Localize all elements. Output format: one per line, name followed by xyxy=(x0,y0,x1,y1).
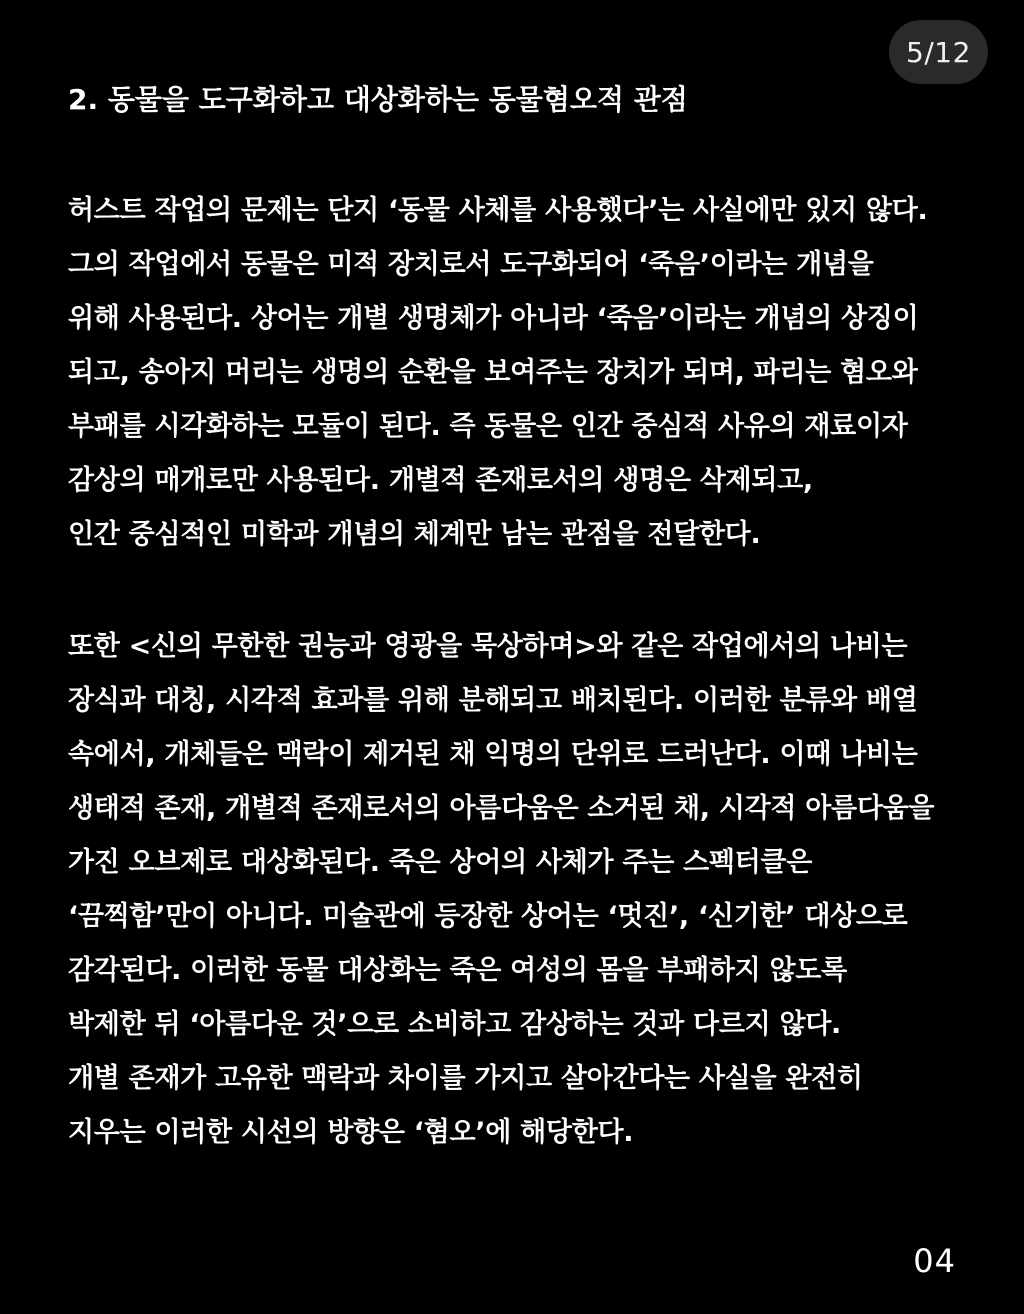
paragraph-line: 또한 <신의 무한한 권능과 영광을 묵상하며>와 같은 작업에서의 나비는 xyxy=(68,631,908,662)
paragraph-line: 가진 오브제로 대상화된다. 죽은 상어의 사체가 주는 스펙터클은 xyxy=(68,847,812,878)
paragraph-line: 위해 사용된다. 상어는 개별 생명체가 아니라 ‘죽음’이라는 개념의 상징이 xyxy=(68,303,919,334)
paragraph-1 xyxy=(68,184,927,562)
slide-counter-badge: 5/12 xyxy=(889,20,988,84)
section-heading: 2. 동물을 도구화하고 대상화하는 동물혐오적 관점 xyxy=(68,83,688,116)
paragraph-line: 감각된다. 이러한 동물 대상화는 죽은 여성의 몸을 부패하지 않도록 xyxy=(68,955,847,986)
paragraph-line: 허스트 작업의 문제는 단지 ‘동물 사체를 사용했다’는 사실에만 있지 않다. xyxy=(68,195,928,226)
page-number: 04 xyxy=(913,1242,956,1280)
paragraph-line: 개별 존재가 고유한 맥락과 차이를 가지고 살아간다는 사실을 완전히 xyxy=(68,1063,863,1094)
paragraph-line: 감상의 매개로만 사용된다. 개별적 존재로서의 생명은 삭제되고, xyxy=(68,465,813,496)
paragraph-line: 생태적 존재, 개별적 존재로서의 아름다움은 소거된 채, 시각적 아름다움을 xyxy=(68,793,935,824)
paragraph-line: 부패를 시각화하는 모듈이 된다. 즉 동물은 인간 중심적 사유의 재료이자 xyxy=(68,411,908,442)
paragraph-line: 인간 중심적인 미학과 개념의 체계만 남는 관점을 전달한다. xyxy=(68,519,761,550)
paragraph-line: 장식과 대칭, 시각적 효과를 위해 분해되고 배치된다. 이러한 분류와 배열 xyxy=(68,685,918,716)
paragraph-line: 지우는 이러한 시선의 방향은 ‘혐오’에 해당한다. xyxy=(68,1117,634,1148)
paragraph-2 xyxy=(68,620,934,1160)
paragraph-line: 박제한 뒤 ‘아름다운 것’으로 소비하고 감상하는 것과 다르지 않다. xyxy=(68,1009,842,1040)
paragraph-line: 그의 작업에서 동물은 미적 장치로서 도구화되어 ‘죽음’이라는 개념을 xyxy=(68,249,874,280)
paragraph-line: 되고, 송아지 머리는 생명의 순환을 보여주는 장치가 되며, 파리는 혐오와 xyxy=(68,357,918,388)
paragraph-line: 속에서, 개체들은 맥락이 제거된 채 익명의 단위로 드러난다. 이때 나비는 xyxy=(68,739,918,770)
paragraph-line: ‘끔찍함’만이 아니다. 미술관에 등장한 상어는 ‘멋진’, ‘신기한’ 대상으로 xyxy=(68,901,908,932)
